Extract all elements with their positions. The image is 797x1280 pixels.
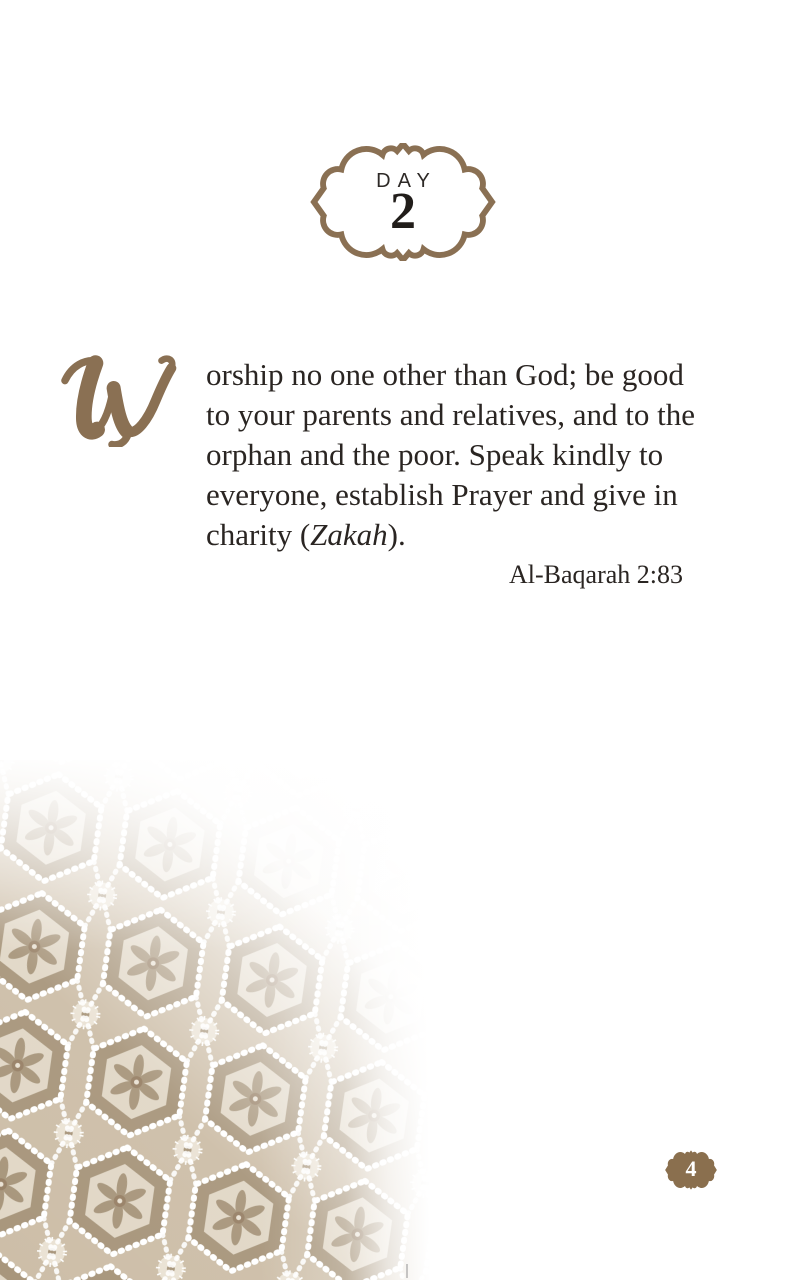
- verse-line5-pre: charity (: [206, 517, 311, 552]
- page-number: 4: [685, 1156, 697, 1181]
- verse-attribution: Al-Baqarah 2:83: [508, 560, 683, 589]
- day-label: DAY: [376, 170, 437, 192]
- page-number-badge: [664, 1150, 718, 1190]
- verse-text: [206, 355, 695, 591]
- verse-line: orphan and the poor. Speak kindly to: [206, 437, 664, 472]
- day-badge: [310, 143, 496, 261]
- drop-cap-w: [60, 354, 192, 447]
- trim-mark: [406, 1264, 408, 1278]
- day-number: 2: [390, 183, 416, 240]
- verse-line5-post: ).: [387, 517, 406, 552]
- verse-line: everyone, establish Prayer and give in: [206, 477, 678, 512]
- verse-line: [206, 515, 683, 555]
- arabesque-corner-pattern: [0, 760, 430, 1280]
- verse-line: orship no one other than God; be good: [206, 357, 684, 392]
- verse-line: to your parents and relatives, and to the: [206, 397, 695, 432]
- verse-line5-italic-term: Zakah: [310, 517, 388, 552]
- drop-cap-w-icon: [60, 354, 192, 447]
